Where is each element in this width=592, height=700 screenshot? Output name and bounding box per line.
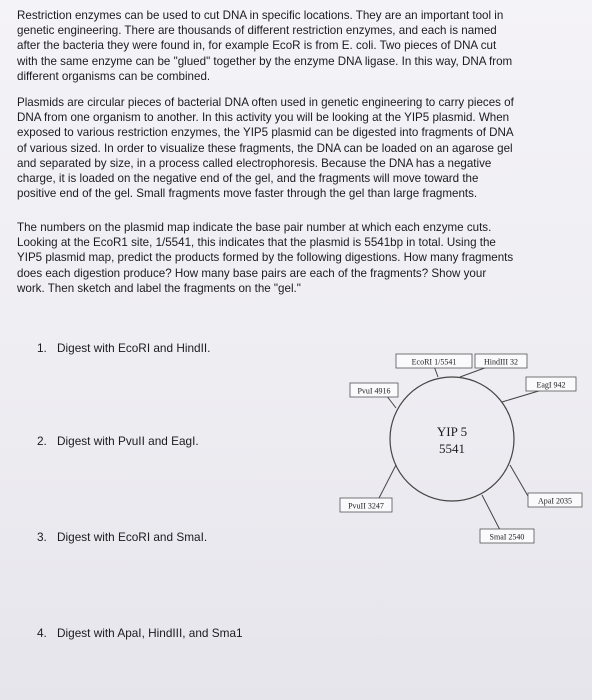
pvui-label: PvuI 4916 <box>357 386 391 396</box>
plasmid-name: YIP 5 <box>436 424 468 439</box>
question-number: 3. <box>37 530 47 544</box>
smai-leader <box>482 495 500 530</box>
eagi-leader <box>502 390 542 402</box>
question-3 <box>37 530 207 545</box>
question-number: 1. <box>37 341 47 355</box>
pvuii-leader <box>378 465 396 500</box>
pvuii-label: PvuII 3247 <box>348 501 384 511</box>
plasmid-circle <box>390 377 514 501</box>
ecori-label: EcoRI 1/5541 <box>411 357 457 367</box>
question-text: Digest with PvuII and EagI. <box>57 434 199 448</box>
plasmid-map <box>330 340 590 570</box>
intro-paragraph: Restriction enzymes can be used to cut DNA in specific locations. They are an important tool in genetic engineering. There are thousands of different restriction enzymes, and each is named after the bacteria they were found in, for example EcoR is from E. coli. Two pieces of DNA cut with the same enzyme can be "glued" together by the enzyme DNA ligase. In this way, DNA from different organisms can be combined. <box>17 9 513 83</box>
hindiii-label: HindIII 32 <box>484 357 518 367</box>
question-text: Digest with EcoRI and HindII. <box>57 341 211 355</box>
smai-label: SmaI 2540 <box>489 532 525 542</box>
question-number: 2. <box>37 434 47 448</box>
plasmid-paragraph: Plasmids are circular pieces of bacterial DNA often used in genetic engineering to carry pieces of DNA from one organism to another. In this activity you will be looking at the YIP5 plasmid. When exposed to various restriction enzymes, the YIP5 plasmid can be digested into fragments of DNA of various sized. In order to visualize these fragments, the DNA can be loaded on an agarose gel and separated by size, in a process called electrophoresis. Because the DNA has a negative charge, it is loaded on the negative end of the gel, and the fragments will move toward the positive end of the gel. Small fragments move faster through the gel than large fragments. <box>17 96 514 201</box>
apai-label: ApaI 2035 <box>538 496 572 506</box>
question-text: Digest with ApaI, HindIII, and Sma1 <box>57 626 243 640</box>
question-text: Digest with EcoRI and SmaI. <box>57 530 208 544</box>
question-4 <box>37 626 243 641</box>
instructions-paragraph: The numbers on the plasmid map indicate the base pair number at which each enzyme cuts. Looking at the EcoR1 site, 1/5541, this indicates that the plasmid is 5541bp in total. Using the YIP5 plasmid map, predict the products formed by the following digestions. How many fragments does each digestion produce? How many base pairs are each of the fragments? Show your work. Then sketch and label the fragments on the "gel." <box>17 221 514 295</box>
question-number: 4. <box>37 626 47 640</box>
plasmid-size: 5541 <box>439 441 465 456</box>
eagi-label: EagI 942 <box>536 380 566 390</box>
question-2 <box>37 434 199 449</box>
question-1 <box>37 341 210 356</box>
